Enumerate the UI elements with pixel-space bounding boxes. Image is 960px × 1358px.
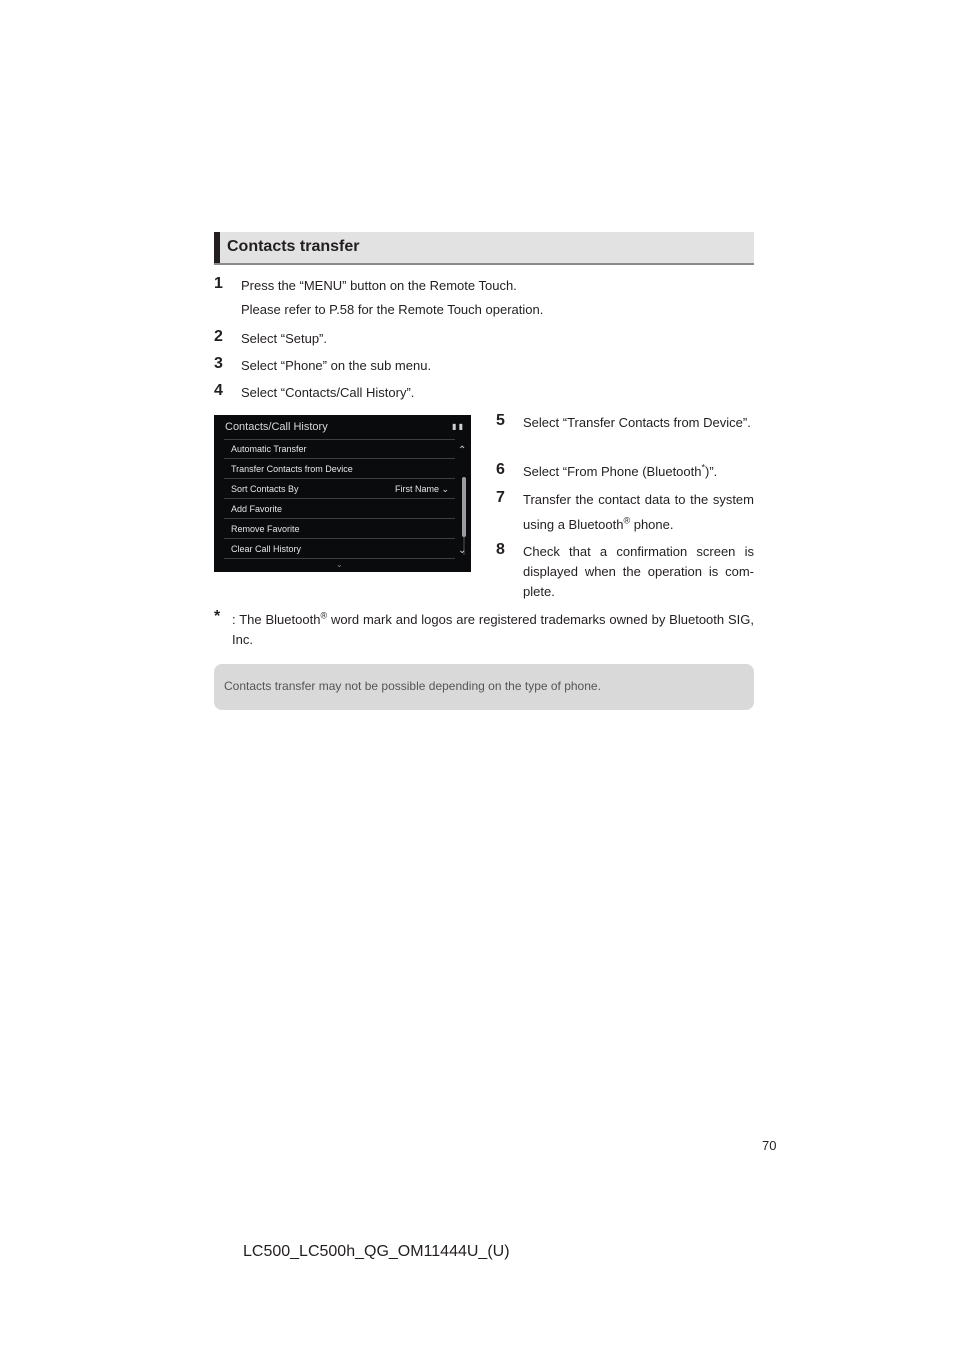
step-text-part: phone. (630, 517, 674, 532)
footnote-text-part: word mark and logos are registered trademarks owned by Bluetooth SIG, Inc. (232, 612, 754, 647)
step-1-note: Please refer to P.58 for the Remote Touch operation. (241, 302, 544, 317)
step-number: 8 (496, 541, 505, 558)
section-heading (214, 232, 754, 265)
step-number: 4 (214, 382, 223, 399)
step-number: 3 (214, 355, 223, 372)
scroll-down-icon: ⌄ (458, 545, 467, 556)
row-label: Clear Call History (231, 544, 302, 554)
menu-row-clear-call-history (224, 540, 455, 559)
info-box (214, 664, 754, 710)
footnote-marker: * (701, 462, 705, 473)
step-text: Check that a confirmation screen is displayed when the operation is com-plete. (523, 544, 754, 599)
step-4 (214, 383, 754, 403)
footnote (214, 610, 754, 650)
step-7 (496, 490, 754, 537)
footnote-star: * (214, 608, 221, 625)
menu-row-add-favorite (224, 500, 455, 519)
page-number: 70 (762, 1138, 777, 1153)
step-text (523, 487, 754, 537)
footnote-text-part: : The Bluetooth (232, 612, 321, 627)
step-text-part: Select “From Phone (Bluetooth (523, 464, 702, 479)
row-label: Add Favorite (231, 504, 283, 514)
step-6 (496, 462, 754, 482)
registered-mark: ® (320, 610, 328, 621)
menu-row-sort-contacts (224, 480, 455, 499)
step-text-part: )”. (705, 464, 718, 479)
scroll-thumb (462, 477, 466, 537)
step-text: Select “Transfer Contacts from Device”. (523, 415, 751, 430)
step-number: 7 (496, 489, 505, 506)
document-id: LC500_LC500h_QG_OM11444U_(U) (243, 1243, 510, 1260)
step-number: 5 (496, 412, 505, 429)
info-text: Contacts transfer may not be possible depending on the type of phone. (224, 679, 601, 693)
footnote-text (232, 610, 754, 650)
screen-title: Contacts/Call History (225, 421, 328, 433)
row-value: First Name ⌄ (394, 484, 449, 494)
step-text-part: Transfer the contact data to the system using a Bluetooth (523, 492, 754, 532)
step-2 (214, 329, 754, 349)
menu-row-transfer-contacts (224, 460, 455, 479)
registered-mark: ® (623, 515, 631, 526)
step-text (523, 462, 754, 482)
menu-row-remove-favorite (224, 520, 455, 539)
chevron-down-icon: ⌄ (336, 560, 343, 569)
contacts-call-history-screenshot (214, 415, 471, 572)
row-label: Automatic Transfer (231, 444, 307, 454)
step-8 (496, 542, 754, 602)
menu-row-automatic-transfer (224, 440, 455, 459)
step-number: 2 (214, 328, 223, 345)
step-text: Press the “MENU” button on the Remote Touch. (241, 278, 517, 293)
step-5 (496, 413, 754, 433)
step-1 (214, 276, 754, 296)
row-label: Transfer Contacts from Device (231, 464, 353, 474)
scroll-up-icon: ⌃ (458, 445, 467, 456)
step-text: Select “Setup”. (241, 331, 327, 346)
heading-accent-bar (214, 232, 220, 263)
step-3 (214, 356, 754, 376)
row-label: Remove Favorite (231, 524, 300, 534)
row-label: Sort Contacts By (231, 484, 299, 494)
section-title: Contacts transfer (227, 238, 360, 255)
status-icons: ▮ ▮ (451, 422, 463, 431)
step-text: Select “Contacts/Call History”. (241, 385, 415, 400)
step-text: Select “Phone” on the sub menu. (241, 358, 432, 373)
step-number: 1 (214, 275, 223, 292)
step-number: 6 (496, 461, 505, 478)
